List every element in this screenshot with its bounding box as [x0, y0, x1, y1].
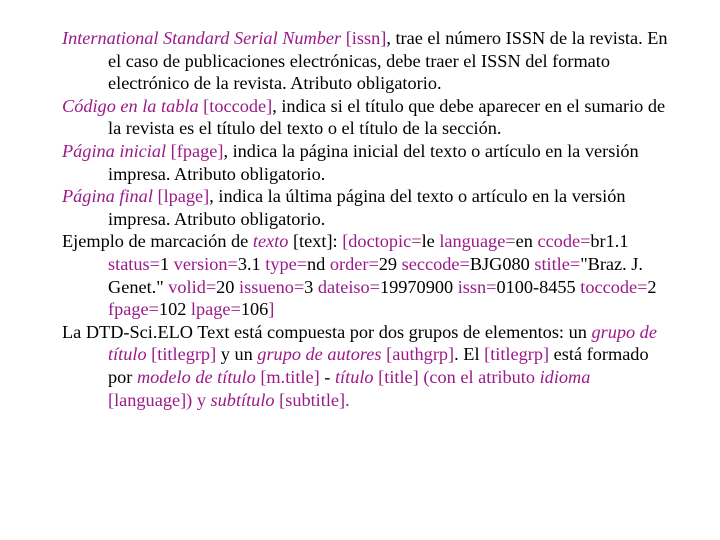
text-segment: ccode=	[537, 231, 591, 252]
text-segment: en	[515, 231, 538, 252]
text-segment: y un	[216, 344, 258, 365]
text-segment: Ejemplo de marcación de	[62, 231, 253, 252]
text-segment: Código en la tabla	[62, 95, 199, 116]
text-segment: type=	[265, 253, 308, 274]
text-segment: ) y	[186, 389, 211, 410]
text-segment: , indica si el título que debe aparecer en el sumario de la revista es el título del texto o el título de la sección.	[108, 95, 666, 139]
text-segment: nd	[307, 253, 330, 274]
text-segment: toccode=	[580, 276, 648, 297]
text-segment: version=	[173, 253, 238, 274]
text-segment: texto	[252, 231, 289, 252]
text-segment: 106	[240, 299, 269, 320]
text-segment: grupo de autores	[257, 344, 382, 365]
text-segment: modelo de título	[136, 366, 256, 387]
text-segment: [title]	[373, 366, 419, 387]
text-segment: language=	[439, 231, 516, 252]
text-segment: está formado por	[108, 344, 649, 387]
text-segment: br1.1	[590, 231, 629, 252]
text-segment: "Braz. J. Genet."	[108, 253, 643, 297]
text-segment: International Standard Serial Number	[62, 28, 342, 48]
paragraph-ejemplo	[62, 230, 674, 320]
text-segment: idioma	[539, 366, 591, 387]
text-segment: subtítulo	[210, 389, 275, 410]
text-segment: , indica la página inicial del texto o artículo en la versión impresa. Atributo obligatorio.	[108, 140, 639, 184]
text-segment: 29	[378, 253, 402, 274]
text-segment: issn=	[457, 276, 497, 297]
text-segment: stitle=	[534, 253, 581, 274]
text-segment: [language]	[108, 389, 187, 410]
text-segment: [fpage]	[166, 140, 224, 161]
text-segment: [subtitle]	[274, 389, 346, 410]
text-segment: -	[319, 366, 335, 387]
paragraph-lpage	[62, 185, 674, 230]
text-segment: Página inicial	[62, 140, 167, 161]
paragraph-fpage	[62, 140, 674, 185]
text-segment: seccode=	[401, 253, 470, 274]
text-segment: le	[421, 231, 440, 252]
text-segment: La DTD-Sci.ELO Text está compuesta por dos grupos de elementos: un	[62, 321, 592, 342]
text-segment: 102	[158, 299, 191, 320]
text-segment: ]	[268, 299, 275, 320]
paragraph-issn	[62, 27, 674, 95]
text-segment: 20	[216, 276, 240, 297]
paragraph-toccode	[62, 95, 674, 140]
text-segment: [doctopic=	[342, 231, 422, 252]
text-segment: dateiso=	[317, 276, 380, 297]
text-segment: lpage=	[190, 299, 241, 320]
text-segment: título	[334, 366, 374, 387]
text-segment: 3.1	[237, 253, 266, 274]
text-segment: [titlegrp]	[484, 344, 550, 365]
text-segment: order=	[329, 253, 379, 274]
text-segment: , trae el número ISSN de la revista. En el caso de publicaciones electrónicas, debe traer el ISSN del formato electrónico de la revista. Atributo obligatorio.	[108, 28, 668, 94]
text-segment: fpage=	[108, 299, 159, 320]
text-segment: [authgrp]	[381, 344, 455, 365]
text-segment: volid=	[168, 276, 217, 297]
text-segment: 2	[647, 276, 657, 297]
text-segment: 3	[304, 276, 318, 297]
text-segment: .	[345, 389, 350, 410]
text-segment: [issn]	[341, 28, 387, 48]
text-segment: [toccode]	[198, 95, 273, 116]
text-segment: (con el atributo	[418, 366, 540, 387]
text-segment: issueno=	[239, 276, 305, 297]
text-segment: 19970900	[379, 276, 458, 297]
text-segment: grupo de título	[108, 321, 657, 365]
text-segment: Página final	[62, 186, 153, 207]
text-segment: 1	[159, 253, 174, 274]
text-segment: [m.title]	[255, 366, 320, 387]
text-segment: status=	[108, 253, 160, 274]
text-segment: [titlegrp]	[146, 344, 217, 365]
text-segment: , indica la última página del texto o artículo en la versión impresa. Atributo obligatorio.	[108, 186, 626, 229]
paragraph-dtd	[62, 321, 674, 411]
text-segment: [lpage]	[152, 186, 210, 207]
document-body	[62, 27, 674, 411]
text-segment: . El	[454, 344, 485, 365]
text-segment: 0100-8455	[496, 276, 581, 297]
text-segment: [text]:	[288, 231, 343, 252]
text-segment: BJG080	[469, 253, 535, 274]
